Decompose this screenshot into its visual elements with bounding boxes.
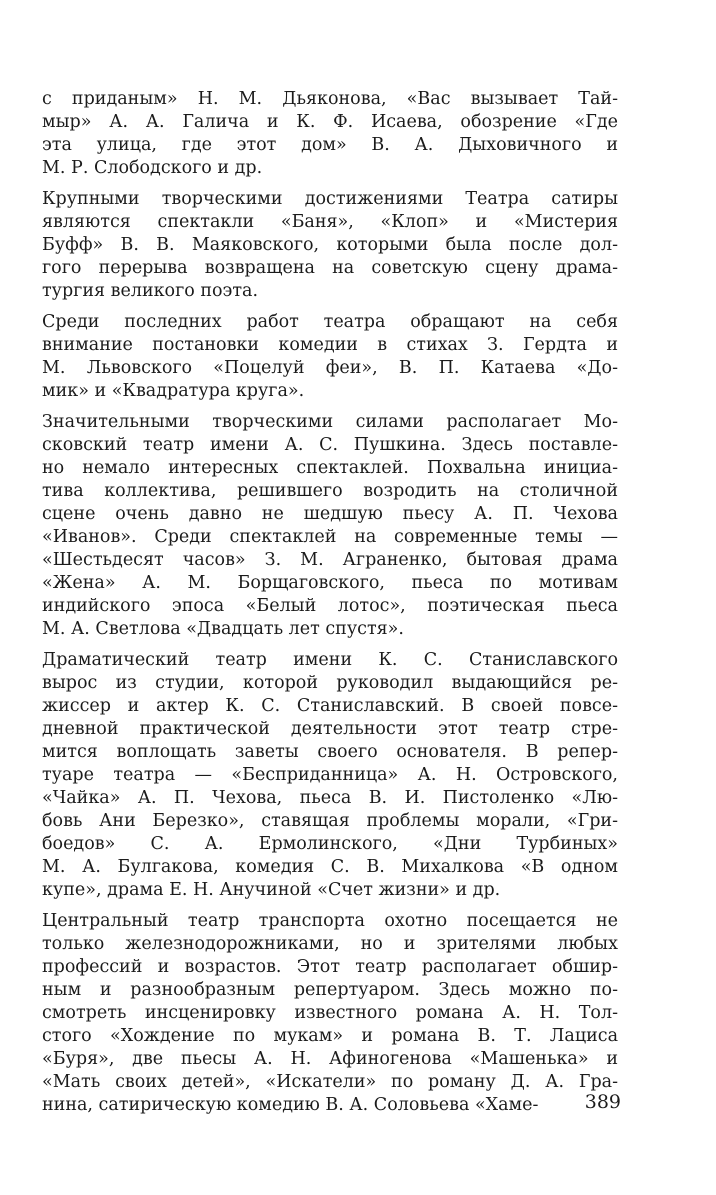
paragraph-gap xyxy=(42,641,618,649)
text-line: нина, сатирическую комедию В. А. Соловьева «Хаме- xyxy=(42,1095,539,1115)
text-line: «Чайка» А. П. Чехова, пьеса В. И. Пистоленко «Лю- xyxy=(42,788,618,808)
paragraph xyxy=(42,88,618,180)
text-line: с приданым» Н. М. Дьяконова, «Вас вызывает Тай- xyxy=(42,89,618,109)
body-text xyxy=(42,88,618,1117)
text-line: купе», драма Е. Н. Анучиной «Счет жизни» и др. xyxy=(42,880,501,900)
text-line: М. А. Булгакова, комедия С. В. Михалкова «В одном xyxy=(42,857,618,877)
text-line: Значительными творческими силами располагает Мо- xyxy=(42,412,618,432)
text-line: ным и разнообразным репертуаром. Здесь можно по- xyxy=(42,980,618,1000)
text-line: являются спектакли «Баня», «Клоп» и «Мистерия xyxy=(42,212,618,232)
text-line: Крупными творческими достижениями Театра сатиры xyxy=(42,189,618,209)
paragraph-gap xyxy=(42,303,618,311)
text-line: сцене очень давно не шедшую пьесу А. П. Чехова xyxy=(42,504,618,524)
paragraph xyxy=(42,188,618,303)
paragraph xyxy=(42,649,618,902)
text-line: гого перерыва возвращена на советскую сцену драма- xyxy=(42,258,618,278)
text-line: внимание постановки комедии в стихах З. Гердта и xyxy=(42,335,618,355)
text-line: Среди последних работ театра обращают на себя xyxy=(42,312,618,332)
text-line: но немало интересных спектаклей. Похвальна инициа- xyxy=(42,458,618,478)
text-line: М. Львовского «Поцелуй феи», В. П. Катаева «До- xyxy=(42,358,618,378)
text-line: «Иванов». Среди спектаклей на современные темы — xyxy=(42,527,618,547)
text-line: М. А. Светлова «Двадцать лет спустя». xyxy=(42,619,404,639)
text-line: стого «Хождение по мукам» и романа В. Т. Лациса xyxy=(42,1026,618,1046)
paragraph xyxy=(42,311,618,403)
text-line: боедов» С. А. Ермолинского, «Дни Турбиных» xyxy=(42,834,618,854)
text-line: профессий и возрастов. Этот театр располагает обшир- xyxy=(42,957,618,977)
paragraph-gap xyxy=(42,180,618,188)
page-number: 389 xyxy=(584,1091,621,1113)
text-line: индийского эпоса «Белый лотос», поэтическая пьеса xyxy=(42,596,618,616)
text-line: М. Р. Слободского и др. xyxy=(42,158,263,178)
text-line: дневной практической деятельности этот театр стре- xyxy=(42,719,618,739)
text-line: жиссер и актер К. С. Станиславский. В своей повсе- xyxy=(42,696,618,716)
text-line: вырос из студии, которой руководил выдающийся ре- xyxy=(42,673,618,693)
text-line: Буфф» В. В. Маяковского, которыми была после дол- xyxy=(42,235,618,255)
text-line: мыр» А. А. Галича и К. Ф. Исаева, обозрение «Где xyxy=(42,112,618,132)
text-line: мик» и «Квадратура круга». xyxy=(42,381,305,401)
text-line: тургия великого поэта. xyxy=(42,281,259,301)
text-line: «Мать своих детей», «Искатели» по роману Д. А. Гра- xyxy=(42,1072,618,1092)
paragraph xyxy=(42,411,618,641)
text-line: только железнодорожниками, но и зрителями любых xyxy=(42,934,618,954)
text-line: сковский театр имени А. С. Пушкина. Здесь поставле- xyxy=(42,435,618,455)
text-line: бовь Ани Березко», ставящая проблемы морали, «Гри- xyxy=(42,811,618,831)
paragraph xyxy=(42,910,618,1117)
text-line: «Жена» А. М. Борщаговского, пьеса по мотивам xyxy=(42,573,618,593)
text-line: Центральный театр транспорта охотно посещается не xyxy=(42,911,618,931)
text-line: смотреть инсценировку известного романа А. Н. Тол- xyxy=(42,1003,618,1023)
text-line: эта улица, где этот дом» В. А. Дыховичного и xyxy=(42,135,618,155)
text-line: тива коллектива, решившего возродить на столичной xyxy=(42,481,618,501)
text-line: «Шестьдесят часов» З. М. Аграненко, бытовая драма xyxy=(42,550,618,570)
paragraph-gap xyxy=(42,403,618,411)
text-line: туаре театра — «Бесприданница» А. Н. Островского, xyxy=(42,765,618,785)
text-line: «Буря», две пьесы А. Н. Афиногенова «Машенька» и xyxy=(42,1049,618,1069)
text-line: Драматический театр имени К. С. Станиславского xyxy=(42,650,618,670)
paragraph-gap xyxy=(42,902,618,910)
text-line: мится воплощать заветы своего основателя. В репер- xyxy=(42,742,618,762)
